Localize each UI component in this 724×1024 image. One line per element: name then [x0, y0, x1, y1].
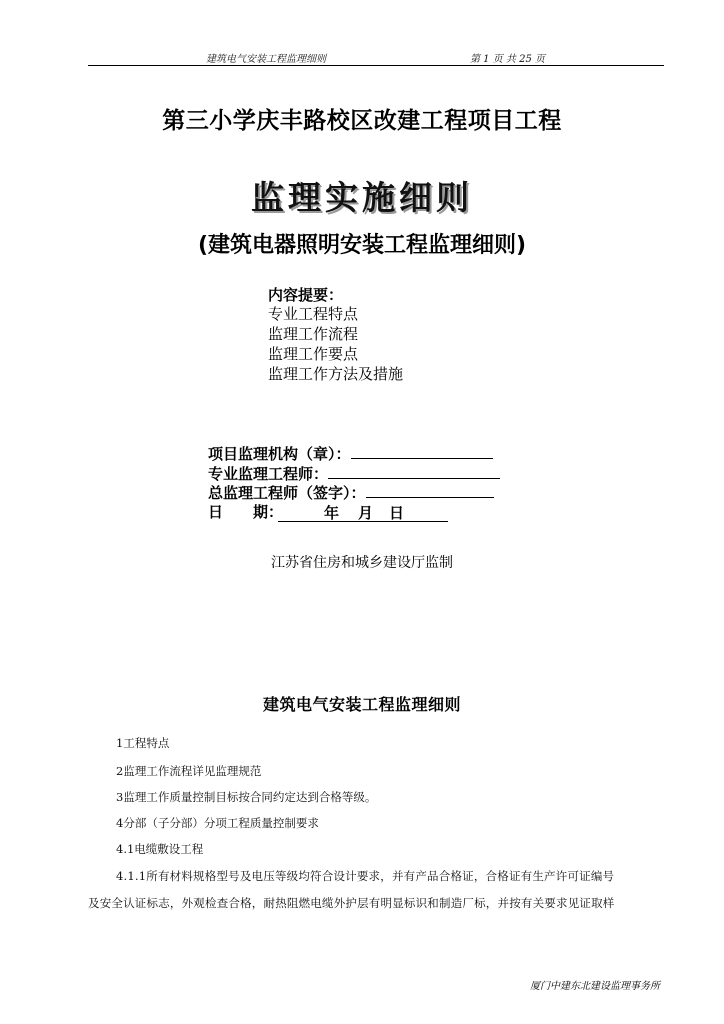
sub-title: (建筑电器照明安装工程监理细则): [197, 233, 527, 258]
toc-item: 监理工作流程: [268, 325, 359, 343]
body-line: 4分部（子分部）分项工程质量控制要求: [116, 816, 319, 830]
body-line: 4.1电缆敷设工程: [116, 842, 204, 856]
section-title: 建筑电气安装工程监理细则: [262, 695, 461, 714]
date-month: 月: [358, 504, 374, 522]
footer-company: 厦门中建东北建设监理事务所: [530, 981, 660, 992]
signature-agency-label: 项目监理机构（章）：: [208, 445, 351, 463]
body-line: 2监理工作流程详见监理规范: [116, 764, 262, 778]
body-line: 1工程特点: [116, 736, 170, 750]
header-doc-name: 建筑电气安装工程监理细则: [206, 54, 326, 65]
date-label: 日 期：: [208, 503, 284, 521]
body-line: 及安全认证标志，外观检查合格，耐热阻燃电缆外护层有明显标识和制造厂标，并按有关要求见证取样: [88, 896, 615, 910]
body-line: 4.1.1所有材料规格型号及电压等级均符合设计要求，并有产品合格证，合格证有生产许可证编号: [116, 869, 615, 883]
signature-engineer: [208, 463, 500, 484]
signature-engineer-line: [328, 464, 500, 479]
toc-item: 监理工作要点: [268, 345, 359, 363]
signature-agency-line: [351, 444, 493, 459]
toc-heading: 内容提要：: [268, 286, 344, 304]
header-page-info: 第 1 页 共 25 页: [470, 54, 545, 65]
toc-item: 专业工程特点: [268, 305, 359, 323]
signature-chief-label: 总监理工程师（签字）：: [208, 484, 366, 502]
signature-engineer-label: 专业监理工程师：: [208, 465, 329, 483]
body-line: 3监理工作质量控制目标按合同约定达到合格等级。: [116, 790, 377, 804]
signature-chief-line: [366, 483, 494, 498]
date-year: 年: [324, 504, 340, 522]
date-line: [278, 503, 448, 522]
date-day: 日: [389, 504, 405, 522]
issuer: 江苏省住房和城乡建设厅监制: [271, 555, 453, 571]
signature-chief: [208, 482, 494, 503]
header-rule: [88, 65, 664, 66]
main-title: 监理实施细则: [251, 178, 473, 217]
signature-date: [208, 501, 448, 522]
signature-agency: [208, 443, 493, 464]
project-title: 第三小学庆丰路校区改建工程项目工程: [162, 108, 562, 134]
toc-item: 监理工作方法及措施: [268, 365, 404, 383]
